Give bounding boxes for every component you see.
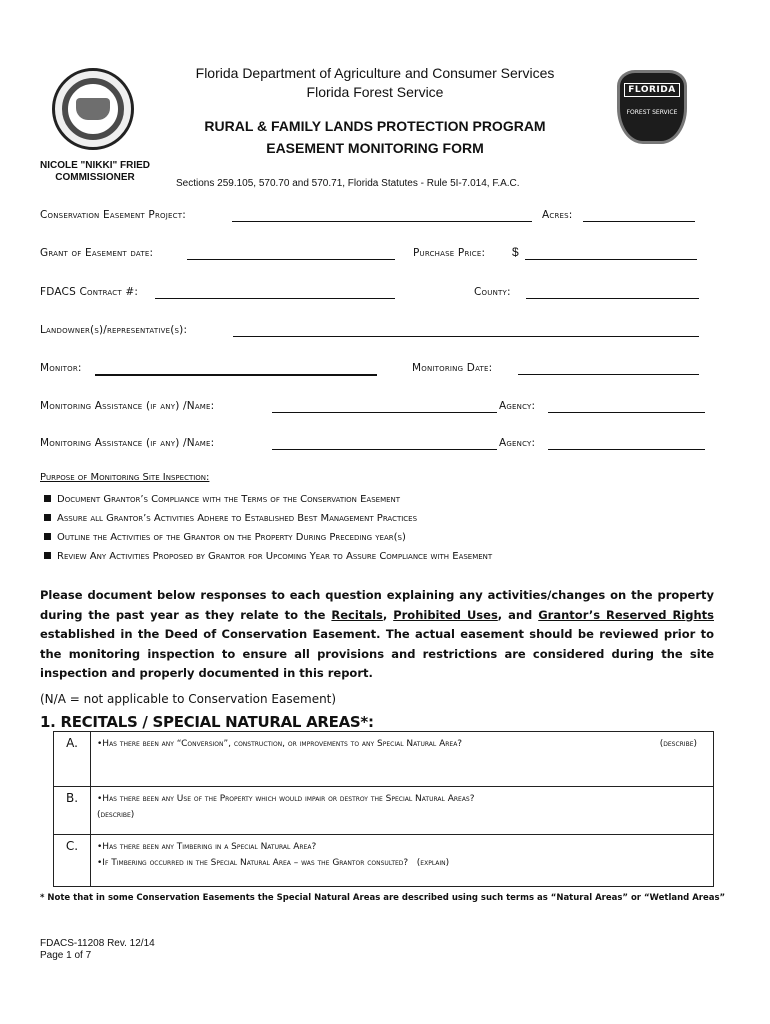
recitals-link-text: Recitals: [331, 607, 383, 622]
response-cell-c[interactable]: •Has there been any Timbering in a Special Natural Area? •If Timbering occurred in the Special Natural Area – was the Grantor consulted? (explain): [91, 835, 714, 887]
commissioner-title: COMMISSIONER: [55, 172, 135, 183]
grant-date-label: Grant of Easement date:: [40, 247, 154, 259]
bullet-square-icon: [44, 495, 51, 502]
acres-field[interactable]: [583, 221, 695, 222]
agency-field-1[interactable]: [548, 412, 705, 413]
project-field[interactable]: [232, 221, 532, 222]
purpose-item: Review Any Activities Proposed by Grantor for Upcoming Year to Assure Compliance with Easement: [44, 547, 492, 566]
commissioner-block: [30, 160, 160, 184]
table-row: [54, 787, 714, 835]
agency-label-2: Agency:: [499, 437, 536, 449]
purchase-price-field[interactable]: [525, 259, 697, 260]
assistance-name-field-2[interactable]: [272, 449, 497, 450]
monitoring-date-field[interactable]: [518, 374, 699, 375]
page-footer: [40, 938, 155, 962]
recitals-table: [53, 731, 714, 887]
purpose-item: Assure all Grantor’s Activities Adhere to Established Best Management Practices: [44, 509, 492, 528]
dollar-sign: $: [512, 245, 519, 259]
table-row: [54, 835, 714, 887]
section-title: 1. RECITALS / SPECIAL NATURAL AREAS*:: [40, 713, 374, 731]
county-field[interactable]: [526, 298, 699, 299]
assistance-label-1: Monitoring Assistance (if any) /Name:: [40, 400, 215, 412]
bullet-square-icon: [44, 552, 51, 559]
prohibited-uses-text: Prohibited Uses: [393, 607, 498, 622]
response-cell-b[interactable]: •Has there been any Use of the Property which would impair or destroy the Special Natural Areas? (describe): [91, 787, 714, 835]
purpose-list: [44, 490, 492, 566]
response-cell-a[interactable]: •Has there been any “Conversion”, construction, or improvements to any Special Natural Area? (describe): [91, 732, 714, 787]
purpose-item: Outline the Activities of the Grantor on the Property During Preceding year(s): [44, 528, 492, 547]
monitor-field[interactable]: [95, 374, 377, 376]
na-note: (N/A = not applicable to Conservation Easement): [40, 692, 337, 706]
program-title: RURAL & FAMILY LANDS PROTECTION PROGRAM: [204, 118, 546, 134]
instructions-paragraph: Please document below responses to each question explaining any activities/changes on the property during the past year as they relate to the Recitals, Prohibited Uses, and Grantor’s Reserved Rights established in the Deed of Conservation Easement. The actual easement should be reviewed prior to the monitoring inspection to ensure all provisions and restrictions are considered during the site inspection and properly documented in this report.: [40, 588, 714, 680]
county-label: County:: [474, 286, 511, 298]
row-letter: A.: [54, 732, 91, 787]
grant-date-field[interactable]: [187, 259, 395, 260]
table-row: [54, 732, 714, 787]
contract-field[interactable]: [155, 298, 395, 299]
department-seal-icon: [52, 68, 134, 150]
contract-label: FDACS Contract #:: [40, 286, 139, 298]
form-id: FDACS-11208 Rev. 12/14: [40, 938, 155, 949]
monitor-label: Monitor:: [40, 362, 82, 374]
form-title: EASEMENT MONITORING FORM: [266, 140, 484, 156]
badge-word: FLORIDA: [624, 83, 679, 97]
badge-subtitle: FOREST SERVICE: [626, 109, 678, 116]
department-name: Florida Department of Agriculture and Consumer Services: [195, 65, 555, 81]
service-name: Florida Forest Service: [306, 84, 444, 100]
assistance-label-2: Monitoring Assistance (if any) /Name:: [40, 437, 215, 449]
agency-field-2[interactable]: [548, 449, 705, 450]
acres-label: Acres:: [542, 209, 573, 221]
statutes-citation: Sections 259.105, 570.70 and 570.71, Florida Statutes - Rule 5I-7.014, F.A.C.: [176, 178, 520, 189]
bullet-square-icon: [44, 514, 51, 521]
footnote: * Note that in some Conservation Easements the Special Natural Areas are described using such terms as “Natural Areas” or “Wetland Areas”: [40, 893, 726, 903]
bullet-square-icon: [44, 533, 51, 540]
landowner-label: Landowner(s)/representative(s):: [40, 324, 188, 336]
page-number: Page 1 of 7: [40, 950, 92, 961]
monitoring-date-label: Monitoring Date:: [412, 362, 493, 374]
landowner-field[interactable]: [233, 336, 699, 337]
row-letter: C.: [54, 835, 91, 887]
project-label: Conservation Easement Project:: [40, 209, 186, 221]
agency-label-1: Agency:: [499, 400, 536, 412]
commissioner-name: NICOLE "NIKKI" FRIED: [39, 160, 151, 171]
purchase-price-label: Purchase Price:: [413, 247, 486, 259]
purpose-title: Purpose of Monitoring Site Inspection:: [40, 472, 210, 483]
assistance-name-field-1[interactable]: [272, 412, 497, 413]
purpose-item: Document Grantor’s Compliance with the Terms of the Conservation Easement: [44, 490, 492, 509]
row-letter: B.: [54, 787, 91, 835]
reserved-rights-text: Grantor’s Reserved Rights: [538, 607, 714, 622]
forest-service-badge-icon: [617, 70, 687, 144]
